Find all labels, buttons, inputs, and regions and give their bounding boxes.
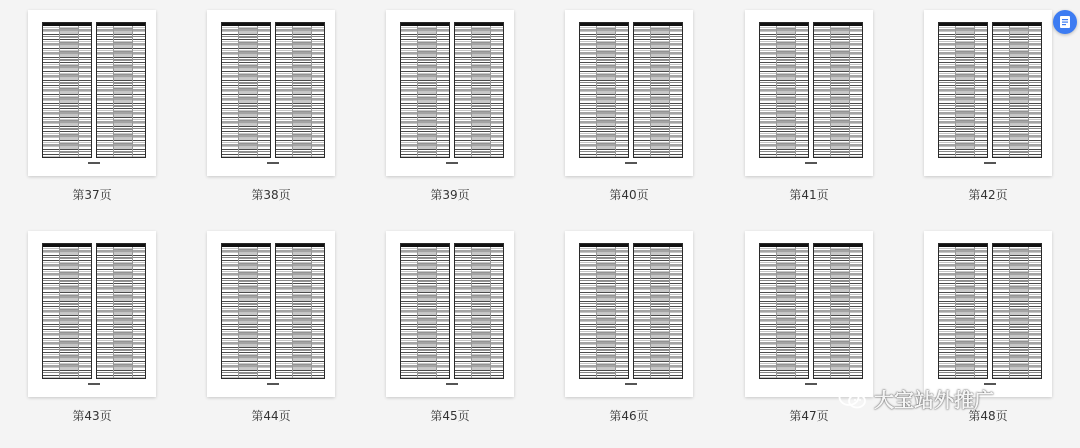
page-label: 第44页 (251, 409, 291, 423)
thumbnail-view-button[interactable] (1053, 10, 1077, 34)
page-label: 第38页 (251, 188, 291, 202)
page-preview (579, 243, 683, 385)
page-preview (221, 22, 325, 164)
page-label: 第37页 (72, 188, 112, 202)
page-thumbnail[interactable] (386, 231, 514, 397)
watermark-text: 大宝站外推广 (874, 388, 994, 412)
page-preview (938, 243, 1042, 385)
page-label: 第42页 (968, 188, 1008, 202)
page-preview (221, 243, 325, 385)
page-thumbnail[interactable] (386, 10, 514, 176)
wechat-icon (838, 387, 868, 411)
page-preview (759, 22, 863, 164)
page-preview (938, 22, 1042, 164)
page-thumbnail[interactable] (924, 231, 1052, 397)
document-thumbnail-icon (1058, 15, 1072, 29)
page-thumbnail[interactable] (28, 231, 156, 397)
page-preview (400, 243, 504, 385)
page-thumbnail[interactable] (207, 10, 335, 176)
page-preview (579, 22, 683, 164)
page-thumbnail[interactable] (207, 231, 335, 397)
page-preview (400, 22, 504, 164)
page-label: 第46页 (609, 409, 649, 423)
page-thumbnail[interactable] (565, 231, 693, 397)
page-preview (759, 243, 863, 385)
page-label: 第47页 (789, 409, 829, 423)
page-label: 第48页 (968, 409, 1008, 423)
page-label: 第43页 (72, 409, 112, 423)
page-thumbnail[interactable] (745, 10, 873, 176)
page-thumbnail[interactable] (924, 10, 1052, 176)
page-preview (42, 243, 146, 385)
page-label: 第41页 (789, 188, 829, 202)
page-label: 第40页 (609, 188, 649, 202)
page-preview (42, 22, 146, 164)
page-label: 第45页 (430, 409, 470, 423)
page-label: 第39页 (430, 188, 470, 202)
page-thumbnail[interactable] (28, 10, 156, 176)
page-thumbnail[interactable] (745, 231, 873, 397)
watermark (838, 384, 994, 413)
page-thumbnail[interactable] (565, 10, 693, 176)
